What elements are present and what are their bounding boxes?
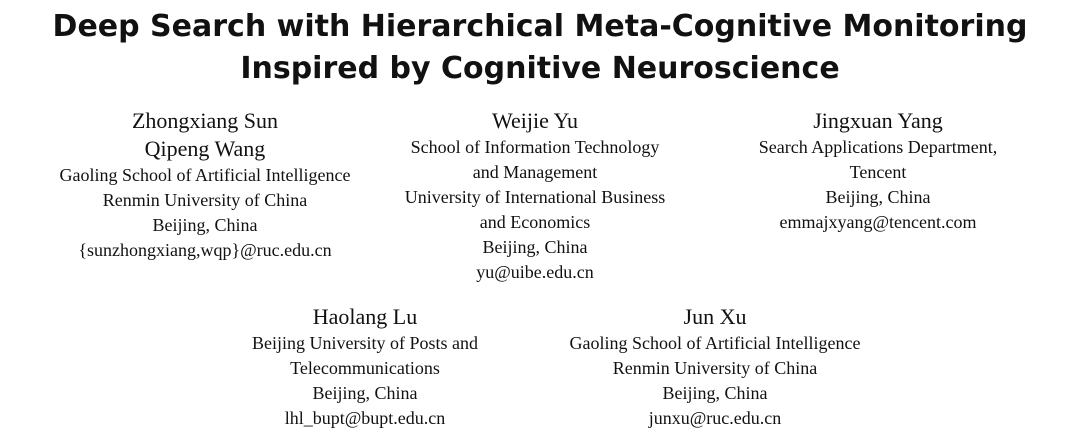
author-affiliation: Gaoling School of Artificial Intelligence xyxy=(59,165,351,185)
author-affiliation: Renmin University of China xyxy=(612,358,818,378)
author-block-yu xyxy=(375,107,695,285)
author-name: Weijie Yu xyxy=(491,108,578,133)
author-email: {sunzhongxiang,wqp}@ruc.edu.cn xyxy=(78,240,332,260)
author-email: lhl_bupt@bupt.edu.cn xyxy=(284,408,446,428)
author-name: Zhongxiang Sun xyxy=(131,108,279,133)
paper-title-line-2: Inspired by Cognitive Neuroscience xyxy=(240,51,840,86)
author-location: Beijing, China xyxy=(152,215,258,235)
author-affiliation: Telecommunications xyxy=(290,358,440,378)
author-block-xu xyxy=(540,303,890,431)
author-name: Jun Xu xyxy=(683,304,747,329)
author-location: Beijing, China xyxy=(482,237,588,257)
author-email: emmajxyang@tencent.com xyxy=(779,212,977,232)
author-block-yang xyxy=(728,107,1028,235)
author-location: Beijing, China xyxy=(312,383,418,403)
author-email: junxu@ruc.edu.cn xyxy=(648,408,782,428)
author-affiliation: School of Information Technology xyxy=(410,137,660,157)
author-name: Haolang Lu xyxy=(312,304,418,329)
author-email: yu@uibe.edu.cn xyxy=(476,262,594,282)
author-affiliation: University of International Business xyxy=(404,187,666,207)
author-location: Beijing, China xyxy=(662,383,768,403)
author-affiliation: Renmin University of China xyxy=(102,190,308,210)
author-name: Qipeng Wang xyxy=(144,136,266,161)
author-location: Beijing, China xyxy=(825,187,931,207)
author-affiliation: and Economics xyxy=(479,212,591,232)
author-affiliation: Beijing University of Posts and xyxy=(252,333,478,353)
author-affiliation: and Management xyxy=(472,162,598,182)
paper-title-line-1: Deep Search with Hierarchical Meta-Cognitive Monitoring xyxy=(52,9,1028,44)
author-affiliation: Search Applications Department, xyxy=(758,137,998,157)
author-name: Jingxuan Yang xyxy=(813,108,943,133)
author-affiliation: Tencent xyxy=(849,162,907,182)
author-block-lu xyxy=(225,303,505,431)
author-block-sun-wang xyxy=(30,107,380,263)
author-affiliation: Gaoling School of Artificial Intelligence xyxy=(569,333,861,353)
